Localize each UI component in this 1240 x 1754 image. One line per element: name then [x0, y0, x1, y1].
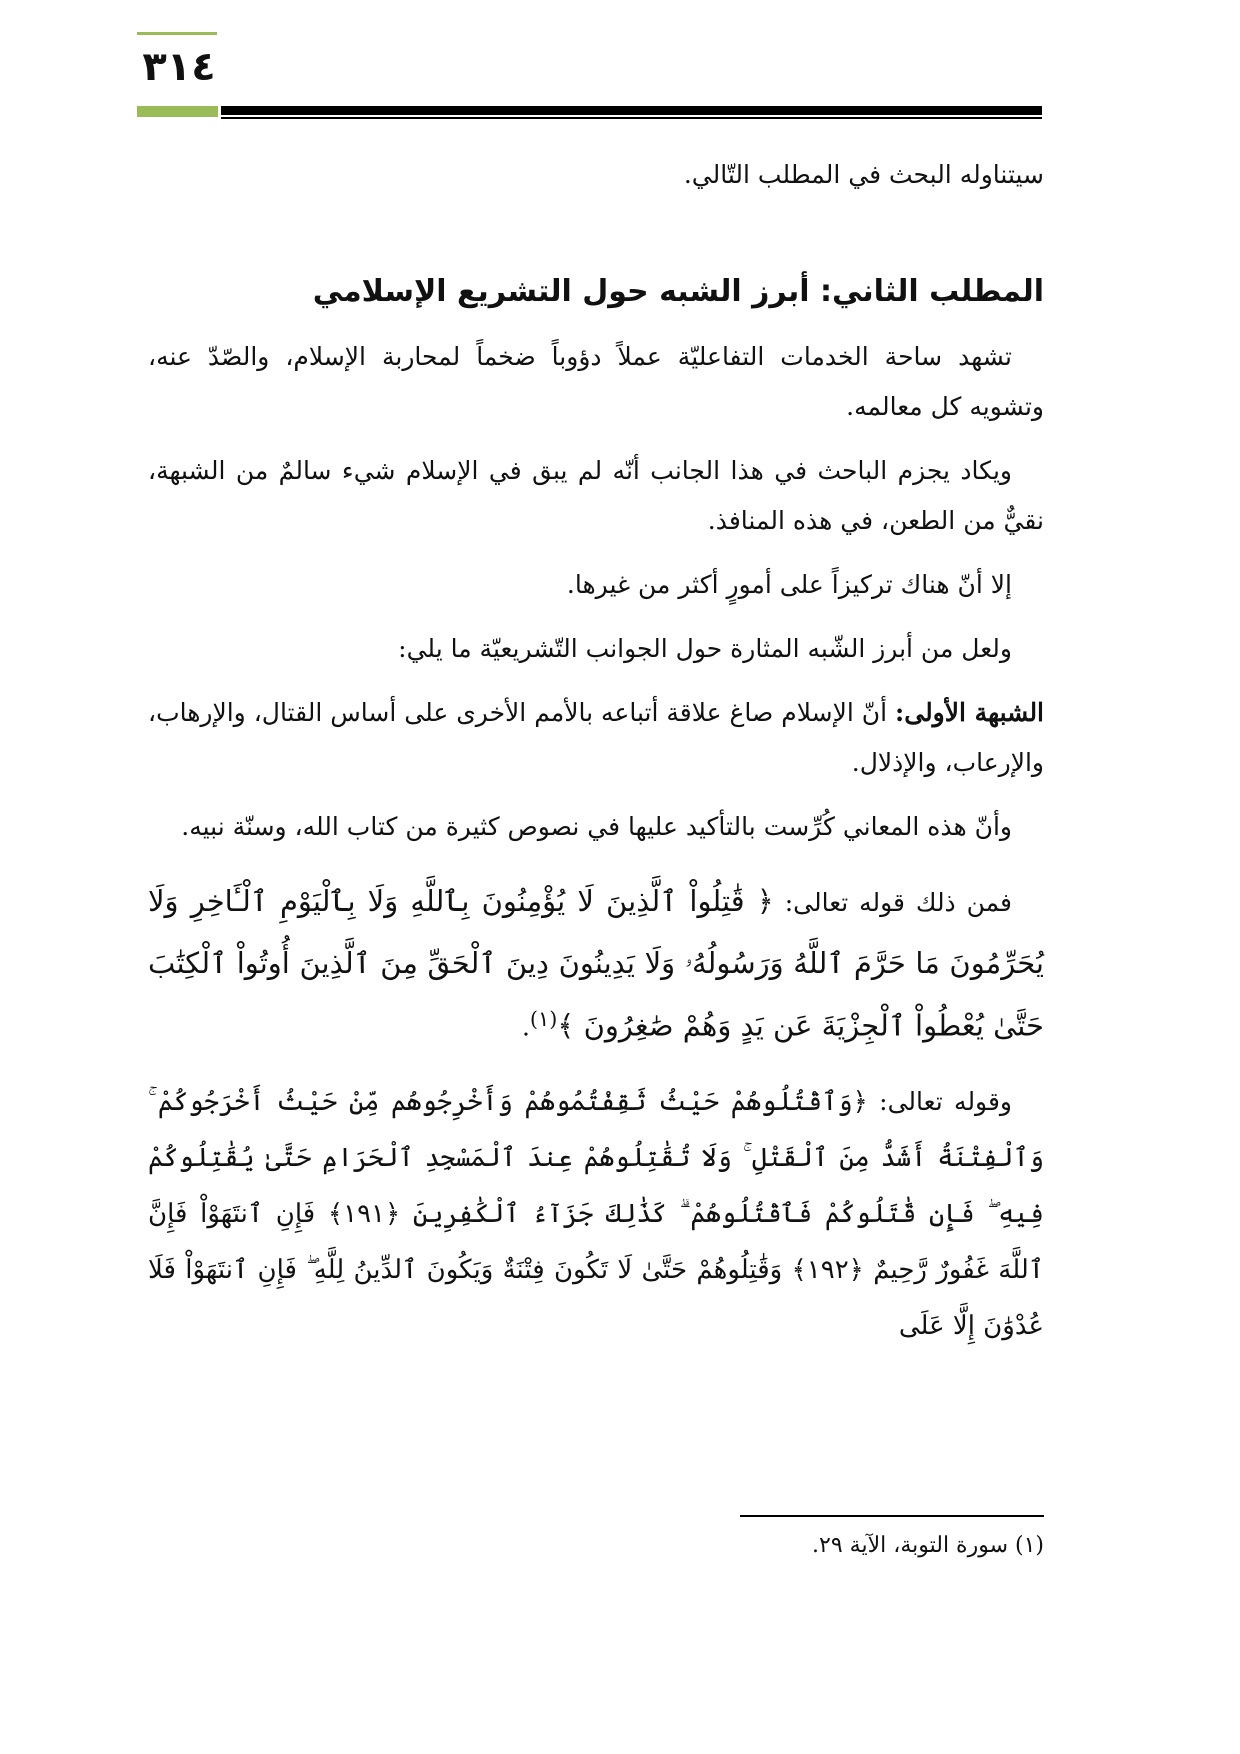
quote-2-intro: وقوله تعالى: — [879, 1087, 1013, 1117]
quote-1-verse: ﴿ قَٰتِلُواْ ٱلَّذِينَ لَا يُؤْمِنُونَ بِٱللَّهِ وَلَا بِٱلْيَوْمِ ٱلْـَٔاخِرِ وَلَا يُحَرِّمُونَ مَا حَرَّمَ ٱللَّهُ وَرَسُولُهُۥ وَلَا يَدِينُونَ دِينَ ٱلْحَقِّ مِنَ ٱلَّذِينَ أُوتُواْ ٱلْكِتَٰبَ حَتَّىٰ يُعْطُواْ ٱلْجِزْيَةَ عَن يَدٍ وَهُمْ صَٰغِرُونَ ﴾ — [148, 884, 1044, 1043]
quote-2-verse: ﴿وَٱقْتُلُوهُمْ حَيْثُ ثَقِفْتُمُوهُمْ وَأَخْرِجُوهُم مِّنْ حَيْثُ أَخْرَجُوكُمْ ۚ وَٱلْفِتْنَةُ أَشَدُّ مِنَ ٱلْقَتْلِ ۚ وَلَا تُقَٰتِلُوهُمْ عِندَ ٱلْمَسْجِدِ ٱلْحَرَامِ حَتَّىٰ يُقَٰتِلُوكُمْ فِيهِ ۖ فَإِن قَٰتَلُوكُمْ فَٱقْتُلُوهُمْ ۗ كَذَٰلِكَ جَزَآءُ ٱلْكَٰفِرِينَ ﴿١٩١﴾ فَإِنِ ٱنتَهَوْاْ فَإِنَّ ٱللَّهَ غَفُورٌ رَّحِيمٌ ﴿١٩٢﴾ وَقَٰتِلُوهُمْ حَتَّىٰ لَا تَكُونَ فِتْنَةٌ وَيَكُونَ ٱلدِّينُ لِلَّهِ ۖ فَإِنِ ٱنتَهَوْاْ فَلَا عُدْوَٰنَ إِلَّا عَلَى — [148, 1087, 1044, 1342]
footnote-ref-1: (١) — [529, 1007, 558, 1031]
page-number: ٣١٤ — [142, 44, 216, 90]
paragraph-6: وأنّ هذه المعاني كُرِّست بالتأكيد عليها في نصوص كثيرة من كتاب الله، وسنّة نبيه. — [181, 812, 1012, 841]
footnote-rule — [740, 1515, 1044, 1517]
footnote: (١) سورة التوبة، الآية ٢٩. — [812, 1533, 1044, 1558]
page-header — [0, 0, 1240, 130]
page-body — [148, 150, 1044, 1354]
paragraph-5 — [148, 688, 1044, 788]
quran-quote-1 — [148, 870, 1044, 1056]
quote-1-end: . — [521, 1012, 530, 1042]
header-rule-thin — [221, 117, 1042, 119]
quran-quote-2 — [148, 1074, 1044, 1354]
paragraph-2: ويكاد يجزم الباحث في هذا الجانب أنّه لم يبق في الإسلام شيء سالمٌ من الشبهة، نقيٌّ من الطعن، في هذه المنافذ. — [148, 456, 1044, 535]
accent-bar — [137, 106, 218, 117]
doubt-text: أنّ الإسلام صاغ علاقة أتباعه بالأمم الأخرى على أساس القتال، والإرهاب، والإرعاب، والإذلال. — [148, 698, 1044, 777]
doubt-label: الشبهة الأولى: — [895, 698, 1045, 727]
quote-1-intro: فمن ذلك قوله تعالى: — [784, 888, 1013, 917]
paragraph-4: ولعل من أبرز الشّبه المثارة حول الجوانب التّشريعيّة ما يلي: — [398, 634, 1012, 663]
header-rule — [221, 106, 1042, 115]
accent-top-line — [137, 32, 217, 35]
intro-paragraph: سيتناوله البحث في المطلب التّالي. — [683, 160, 1044, 189]
section-title: المطلب الثاني: أبرز الشبه حول التشريع الإسلامي — [312, 274, 1044, 309]
paragraph-1: تشهد ساحة الخدمات التفاعليّة عملاً دؤوباً ضخماً لمحاربة الإسلام، والصّدّ عنه، وتشويه كل معالمه. — [148, 342, 1044, 421]
paragraph-3: إلا أنّ هناك تركيزاً على أمورٍ أكثر من غيرها. — [566, 570, 1012, 599]
